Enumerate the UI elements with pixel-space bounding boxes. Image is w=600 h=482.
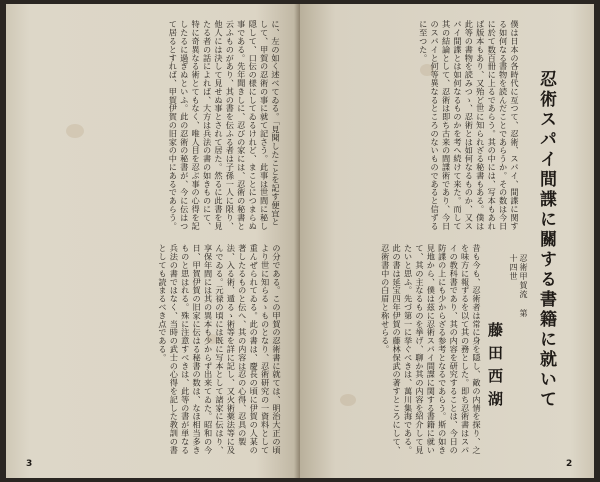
right-page [300,4,594,478]
article-author: 藤田西湖 [486,322,504,414]
left-lower-text-block: の分である。この甲賀の忍術書に就ては、明治大正の頃より世に知らるゝものとなり、忍術研究の一資料として重んぜられてゐる。此の書は、慶長の頃に伊賀の人某の著したるものと伝へ、其の内容は忍の心得、忍具の製法、入る術、遁るゝ術等を詳に記し、又火術薬法等に及んでゐる。元禄の頃には既に写本として諸家に伝はり、享保年間には其の異本も少からず出来てゐた。昭和の今日、甲賀伊賀の旧家に伝はる秘書の数は、なほ相当多きものと思はれる。殊に注意すべきは、此等の書が単なる兵法の書ではなく、当時の武士の心得を記した教訓の書としても読まるべき点である。 [157,244,282,454]
right-page-number: 2 [566,459,573,469]
right-upper-text-block: 僕は日本の各時代に亙つて、忍術、スパイ、間諜に関する如何なる書物を読んだことであらうか。その数は今日に於て数百冊に上るであらう。其の中には、写本もあれば版本もあり、又殆ど世に知られざる秘書もある。僕は此等の書物を読みつゝ、忍術とは如何なるものか、又スパイ間諜とは如何なるものかを考へ続けて来た。而して其の結論として、忍術は即ち古来の間諜術であり、今日のスパイと何等異なるところのないものであると信ずるに至つた。 [418,20,520,230]
left-upper-text-block: に、左の如く述べてゐる。「見聞したことを記す便宜として、甲賀の忍術の事に就て記さう。此事は世間に秘し隠して、口伝の様にしてゐるけれど、まことにつまらぬ事である。先年聞きしに、忍びの家には、忍術の秘書と云ふものがあり、其の書を伝ふる者は子孫一人に限り、他人には決して見せぬ事とされて居た。然るに此書を見たる者の話によれば、大方は兵法の書の如きものにて、特に奇異なる術とてもなく、唯人目を忍ぶ事の心得を記したるに過ぎぬといふ。此の忍術の秘書が、今に伝はつて居るとすれば、甲賀伊賀の旧家の中にあるであらう。 [168,20,281,230]
book-spread [6,4,594,478]
series-label: 忍術甲賀流 第十四世 [509,254,528,318]
article-title: 忍術スパイ間諜に關する書籍に就いて [536,70,556,410]
right-lower-text-block: 昔も今も、忍術者は常に身を隠し、敵の内情を探り、之を味方に報ずるを以て其の務とした。即ち忍術書はスパイの教科書であり、其の内容を研究することは、今日の防諜の上にも少からざる参考となるであらう。斯の如き見地から、僕は茲に忍術スパイ間諜に関する書籍に就いて、其の主なるものを挙げ、聊か其の内容を紹介して見たいと思ふ。先づ第一に挙ぐべきは、萬川集海である。此の書は延宝四年伊賀の藤林保武の著すところにして、忍術書中の白眉と称せらる。 [380,244,482,454]
left-page [6,4,300,478]
left-page-number: 3 [26,459,33,469]
